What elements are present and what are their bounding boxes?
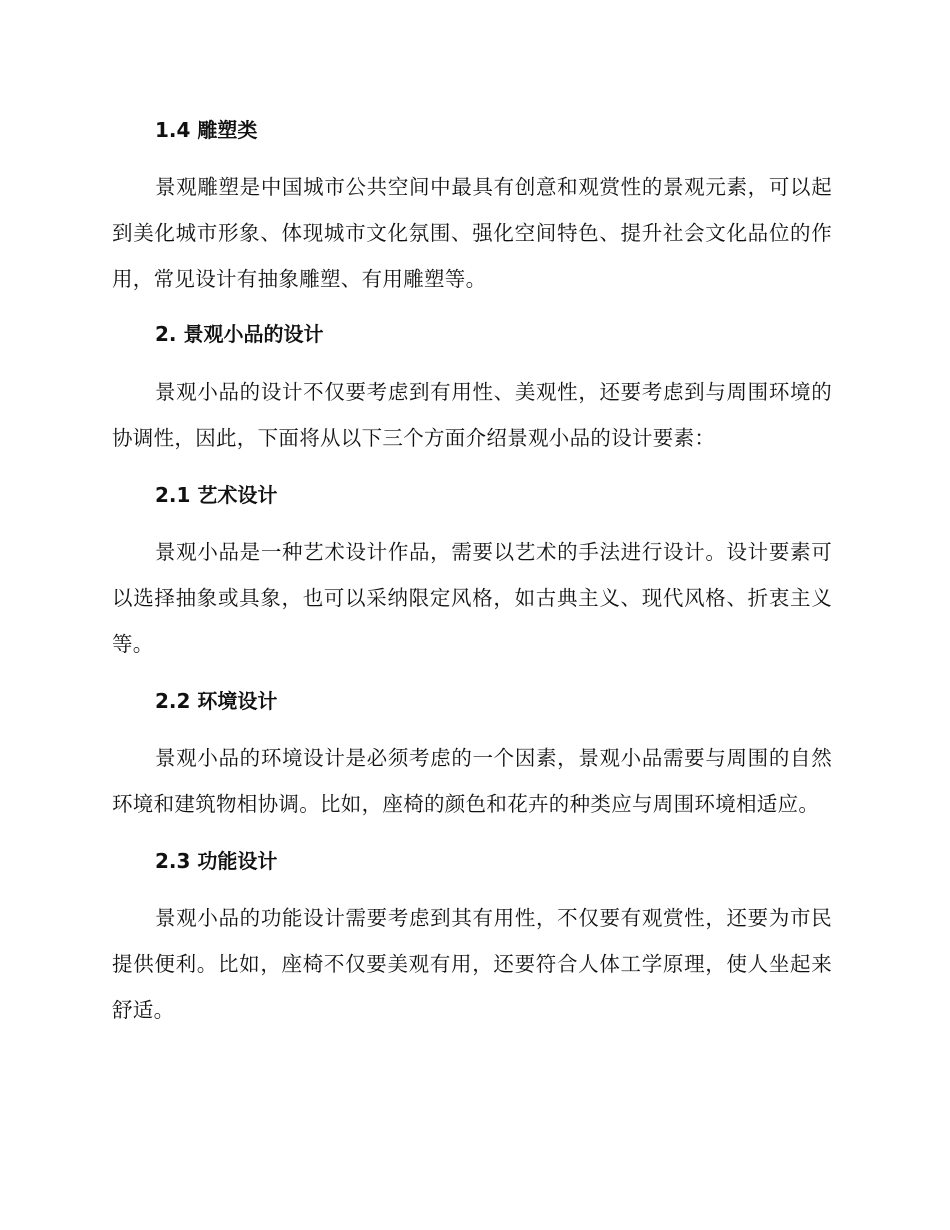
section-heading: 2.2 环境设计 bbox=[155, 689, 278, 713]
section-heading: 2.3 功能设计 bbox=[155, 849, 278, 873]
section-paragraph: 景观小品是一种艺术设计作品，需要以艺术的手法进行设计。设计要素可以选择抽象或具象，也可以采纳限定风格，如古典主义、现代风格、折衷主义等。 bbox=[112, 540, 832, 656]
section-paragraph: 景观小品的设计不仅要考虑到有用性、美观性，还要考虑到与周围环境的协调性，因此，下面将从以下三个方面介绍景观小品的设计要素： bbox=[112, 380, 832, 450]
section-heading: 2.1 艺术设计 bbox=[155, 483, 278, 507]
section-paragraph: 景观小品的功能设计需要考虑到其有用性，不仅要有观赏性，还要为市民提供便利。比如，座椅不仅要美观有用，还要符合人体工学原理，使人坐起来舒适。 bbox=[112, 906, 832, 1022]
section-heading: 1.4 雕塑类 bbox=[155, 118, 258, 142]
section-heading: 2. 景观小品的设计 bbox=[155, 322, 324, 346]
section-paragraph: 景观小品的环境设计是必须考虑的一个因素，景观小品需要与周围的自然环境和建筑物相协调。比如，座椅的颜色和花卉的种类应与周围环境相适应。 bbox=[112, 746, 832, 816]
section-paragraph: 景观雕塑是中国城市公共空间中最具有创意和观赏性的景观元素，可以起到美化城市形象、体现城市文化氛围、强化空间特色、提升社会文化品位的作用，常见设计有抽象雕塑、有用雕塑等。 bbox=[112, 175, 832, 291]
